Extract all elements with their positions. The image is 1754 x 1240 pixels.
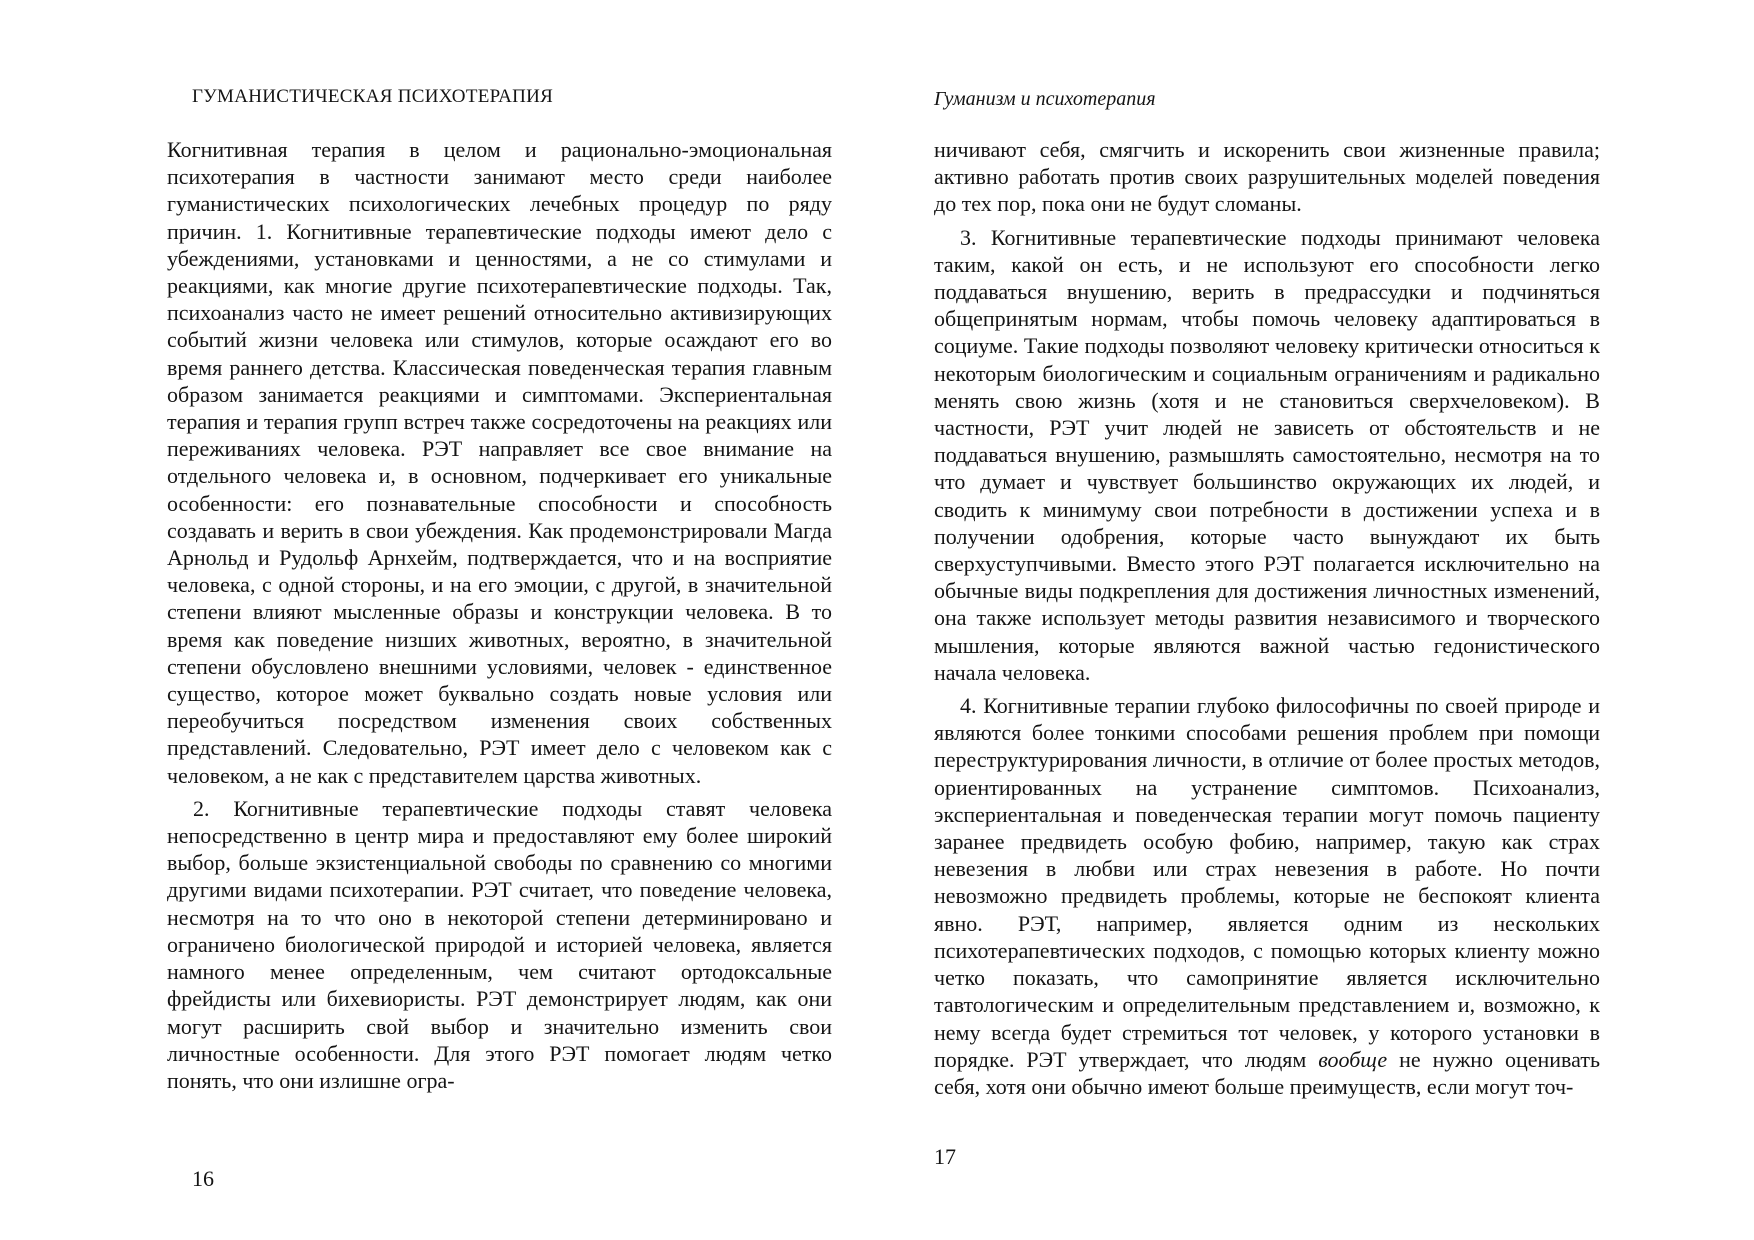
left-paragraph-1: Когнитивная терапия в целом и рационально-эмоциональная психотерапия в частности занимают место среди наиболее гуманистических психологических лечебных процедур по ряду причин. 1. Когнитивные терапевтические подходы имеют дело с убеждениями, установками и ценностями, а не со стимулами и реакциями, как многие другие психотерапевтические подходы. Так, психоанализ часто не имеет решений относительно активизирующих событий жизни человека или стимулов, которые осаждают его во время раннего детства. Классическая поведенческая терапия главным образом занимается реакциями и симптомами. Экспериентальная терапия и терапия групп встреч также сосредоточены на реакциях или переживаниях человека. РЭТ направляет все свое внимание на отдельного человека и, в основном, подчеркивает его уникальные особенности: его познавательные способности и способность создавать и верить в свои убеждения. Как продемонстрировали Магда Арнольд и Рудольф Арнхейм, подтверждается, что и на восприятие человека, с одной стороны, и на его эмоции, с другой, в значительной степени влияют мысленные образы и конструкции человека. В то время как поведение низших животных, вероятно, в значительной степени обусловлено внешними условиями, человек - единственное существо, которое может буквально создать новые условия или переобучиться посредством изменения своих собственных представлений. Следовательно, РЭТ имеет дело с человеком как с человеком, а не как с представителем царства животных. (167, 137, 832, 788)
page-number-left: 16 (192, 1166, 214, 1191)
right-page (877, 0, 1754, 1240)
right-paragraph-1: ничивают себя, смягчить и искоренить свои жизненные правила; активно работать против своих разрушительных моделей поведения до тех пор, пока они не будут сломаны. (934, 137, 1600, 217)
left-paragraph-2: 2. Когнитивные терапевтические подходы ставят человека непосредственно в центр мира и предоставляют ему более широкий выбор, больше экзистенциальной свободы по сравнению со многими другими видами психотерапии. РЭТ считает, что поведение человека, несмотря на то что оно в некоторой степени детерминировано и ограничено биологической природой и историей человека, является намного менее определенным, чем считают ортодоксальные фрейдисты или бихевиористы. РЭТ демонстрирует людям, как они могут расширить свой выбор и значительно изменить свои личностные особенности. Для этого РЭТ помогает людям четко понять, что они излишне огра- (167, 795, 832, 1093)
right-paragraph-3-body: 4. Когнитивные терапии глубоко философичны по своей природе и являются более тонкими способами решения проблем при помощи переструктурирования личности, в отличие от более простых методов, ориентированных на устранение симптомов. Психоанализ, экспериентальная и поведенческая терапии могут помочь пациенту заранее предвидеть особую фобию, например, такую как страх невезения в любви или страх невезения в работе. Но почти невозможно предвидеть проблемы, которые не беспокоят клиента явно. РЭТ, например, является одним из нескольких психотерапевтических подходов, с помощью которых клиенту можно четко показать, что самопринятие является исключительно тавтологическим и определительным представлением и, возможно, к нему всегда будет стремиться тот человек, у которого установки в порядке. РЭТ утверждает, что людям (934, 693, 1600, 1072)
right-paragraph-3 (934, 692, 1600, 1100)
page-number-right: 17 (934, 1144, 956, 1169)
running-head-right: Гуманизм и психотерапия (934, 88, 1156, 110)
left-page-text (167, 136, 832, 1094)
right-page-text (934, 136, 1600, 1100)
right-paragraph-2: 3. Когнитивные терапевтические подходы принимают человека таким, какой он есть, и не используют его способности легко поддаваться внушению, верить в предрассудки и подчиняться общепринятым нормам, чтобы помочь человеку адаптироваться в социуме. Такие подходы позволяют человеку критически относиться к некоторым биологическим и социальным ограничениям и радикально менять свою жизнь (хотя и не становиться сверхчеловеком). В частности, РЭТ учит людей не зависеть от обстоятельств и не поддаваться внушению, размышлять самостоятельно, несмотря на то что думает и чувствует большинство окружающих их людей, и сводить к минимуму свои потребности в достижении успеха и в получении одобрения, которые часто вынуждают их быть сверхуступчивыми. Вместо этого РЭТ полагается исключительно на обычные виды подкрепления для достижения личностных изменений, она также использует методы развития независимого и творческого мышления, которые являются важной частью гедонистического начала человека. (934, 224, 1600, 685)
right-paragraph-3-tail: не нужно оценивать себя, хотя они обычно имеют больше преимуществ, если могут точ- (934, 1046, 1600, 1099)
running-head-left: ГУМАНИСТИЧЕСКАЯ ПСИХОТЕРАПИЯ (192, 86, 554, 107)
emphasis-word: вообще (1318, 1046, 1388, 1072)
